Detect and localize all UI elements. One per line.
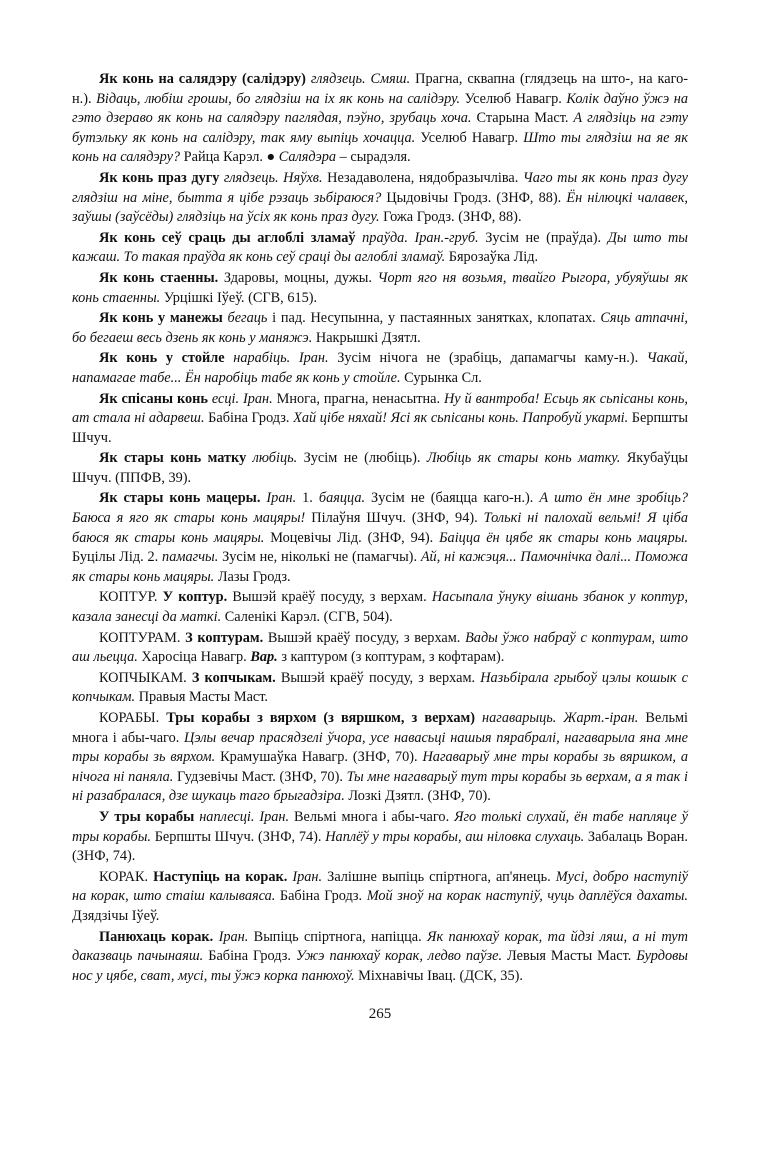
italic-text: Хай цібе няхай! Ясі як сьпісаны конь. Папробуй укармі. xyxy=(293,410,629,427)
italic-text: любіць. xyxy=(246,450,298,467)
entry-text: Левыя Масты Маст. xyxy=(502,948,637,965)
entry-text: Зусім не (любіць). xyxy=(297,450,427,467)
dictionary-entry xyxy=(72,349,688,388)
italic-text: Бурдовы нос у цябе, сват, мусі, ты ўжэ корка панюхоў. xyxy=(72,948,688,984)
italic-text: Іран. xyxy=(260,490,297,507)
italic-text: Цэлы вечар прасядзелі ўчора, усе навасьці нашыя пярабралі, нагаварыла яна мне тры корабы зь вярхом. xyxy=(72,729,688,766)
italic-text: Ён нілюцкі чалавек, заўшы (заўсёды) глядзіць на ўсіх як конь праз дугу. xyxy=(72,189,688,226)
headword: Як конь у стойле xyxy=(99,350,225,367)
italic-text: глядзець. Смяш. xyxy=(305,71,411,87)
italic-text: Ужэ панюхаў корак, ледво паўзе. xyxy=(295,948,503,965)
italic-text: Чаго ты як конь праз дугу глядзіш на міне, бытта я цібе рэзаць зьбіраюся? xyxy=(72,169,688,206)
headword: Як стары конь мацеры. xyxy=(99,490,261,507)
headword: Як стары конь матку xyxy=(99,450,247,467)
dictionary-entry xyxy=(72,629,688,668)
entry-text: Пілаўня Шчуч. (ЗНФ, 94). xyxy=(305,510,484,527)
entry-text: Берпшты Шчуч. xyxy=(72,410,688,446)
entry-text: Зусім не (баяцца каго-н.). xyxy=(365,490,540,507)
entry-text: КОРАБЫ. xyxy=(99,710,167,726)
italic-text: Яго толькі слухай, ён табе напляце ў тры корабы. xyxy=(72,808,688,845)
dictionary-entry xyxy=(72,449,688,488)
italic-text: Іран. xyxy=(287,868,323,885)
entry-text: Бярозаўка Лід. xyxy=(445,249,539,266)
italic-text: Колік даўно ўжэ на гэто дзераво як конь на салядэру паглядая, пэўно, зрубаць хоча. xyxy=(72,90,688,127)
entry-text: Уселюб Навагр. xyxy=(415,129,524,146)
entry-text: КОРАК. xyxy=(99,868,154,885)
italic-text: Насыпала ўнуку вішань збанок у коптур, казала занесці да маткі. xyxy=(72,589,688,626)
italic-text: Чакай, напамагае табе... Ён наробіць табе як конь у стойле. xyxy=(72,350,688,386)
dictionary-entry xyxy=(72,669,688,708)
italic-text: Мусі, добро наступіў на корак, што стаіш калываяса. xyxy=(72,868,689,905)
entry-text: Лозкі Дзятл. (ЗНФ, 70). xyxy=(344,788,491,805)
dictionary-entry xyxy=(72,309,688,348)
entry-text: Зусім не (праўда). xyxy=(478,229,608,246)
entry-text: Міхнавічы Івац. (ДСК, 35). xyxy=(354,967,523,984)
entry-text: Буцілы Лід. 2. xyxy=(72,549,163,566)
entry-text: КОПТУР. xyxy=(99,589,163,606)
entry-text: Цыдовічы Гродз. (ЗНФ, 88). xyxy=(381,189,567,206)
italic-text: наплесці. Іран. xyxy=(194,808,290,825)
entry-text: Берпшты Шчуч. (ЗНФ, 74). xyxy=(150,828,326,845)
entries-column xyxy=(72,70,688,986)
italic-text: есці. Іран. xyxy=(207,390,273,407)
entry-text: Вышэй краёў посуду, з верхам. xyxy=(227,589,432,606)
italic-text: Іран. xyxy=(213,928,249,945)
italic-text: Толькі ні палохай вельмі! Я ціба баюся як стары конь мацяры. xyxy=(72,510,688,546)
headword: З копчыкам. xyxy=(191,669,276,686)
entry-text: Зусім не, ніколькі не (памагчы). xyxy=(218,549,421,566)
italic-text: нарабіць. Іран. xyxy=(224,350,329,367)
headword: Як конь праз дугу xyxy=(99,169,220,186)
dictionary-entry xyxy=(72,709,688,807)
italic-text: Вады ўжо набраў с коптурам, што аш льецца. xyxy=(72,629,688,666)
italic-text: глядзець. Няўхв. xyxy=(219,169,323,186)
italic-text: Што ты глядзіш на яе як конь на салядэру? xyxy=(72,129,688,166)
entry-text: Урцішкі Іўеў. (СГВ, 615). xyxy=(160,289,318,306)
italic-text: Ты мне нагаварыў тут тры корабы зь верхам, а я так і ні разабралася, дзе шукаць таго брыгадзіра. xyxy=(72,768,689,805)
entry-text: Бабіна Гродз. xyxy=(204,410,294,427)
entry-text: Дзядзічы Іўеў. xyxy=(72,907,160,924)
page-number: 265 xyxy=(368,1006,392,1022)
entry-text: Правыя Масты Маст. xyxy=(135,689,269,706)
italic-text: Ды што ты кажаш. То такая праўда як конь сеў сраці ды аглоблі зламаў. xyxy=(72,229,688,266)
italic-text: Мой зноў на корак наступіў, чуць даплёўся дахаты. xyxy=(366,888,688,905)
italic-text: Відаць, любіш грошы, бо глядзіш на іх як конь на салідэру. xyxy=(96,90,461,107)
entry-text: Бабіна Гродз. xyxy=(275,888,367,905)
headword: Як конь стаенны. xyxy=(99,269,219,286)
entry-text: Уселюб Навагр. xyxy=(460,90,567,107)
entry-text: 1. xyxy=(296,490,319,507)
entry-text: Сурынка Сл. xyxy=(400,369,482,386)
italic-text: Ай, ні кажэця... Памочнічка далі... Поможа як стары конь мацяры. xyxy=(72,549,688,585)
entry-text: Прагна, сквапна (глядзець на што-, на каго-н.). xyxy=(72,71,688,107)
entry-text: Здаровы, моцны, дужы. xyxy=(218,269,378,286)
entry-text: КОПТУРАМ. xyxy=(99,629,186,646)
italic-text: Чорт яго ня возьмя, твайго Рыгора, убуяўшы як конь стаенны. xyxy=(72,269,688,306)
italic-text: Назьбірала грыбоў цэлы кошык с копчыкам. xyxy=(72,669,689,706)
italic-text: бегаць xyxy=(222,310,268,327)
italic-text: Ну й вантроба! Есьць як сьпісаны конь, ат стала ні адарвеш. xyxy=(72,390,688,427)
headword: З коптурам. xyxy=(185,629,264,646)
entry-text: Бабіна Гродз. xyxy=(203,948,296,965)
entry-text: Гудзевічы Маст. (ЗНФ, 70). xyxy=(173,768,347,785)
headword: Як конь на салядэру (салідэру) xyxy=(99,71,306,87)
entry-text: Накрышкі Дзятл. xyxy=(312,329,421,346)
entry-text: Райца Карэл. ● xyxy=(180,149,279,166)
italic-text: А глядзіць на гэту бутэльку як конь на салідэру, так яму выпіць хочацца. xyxy=(72,110,688,146)
headword: Тры корабы з вярхом (з вяршком, з верхам) xyxy=(166,710,475,726)
entry-text: Якубаўцы Шчуч. (ППФВ, 39). xyxy=(72,450,688,486)
dictionary-entry xyxy=(72,928,688,987)
entry-text: Зусім нічога не (зрабіць, дапамагчы каму-н.). xyxy=(328,350,647,367)
italic-text: Баіцца ён цябе як стары конь мацяры. xyxy=(439,529,688,546)
variant-label: Вар. xyxy=(250,649,278,666)
italic-text: Наплёў у тры корабы, аш ніловка слухаць. xyxy=(325,828,585,845)
italic-text: Нагаварыў мне тры корабы зь вяршком, а нічога ні паняла. xyxy=(72,749,688,785)
entry-text: Саленікі Карэл. (СГВ, 504). xyxy=(221,609,393,626)
headword: Як конь у манежы xyxy=(99,310,223,327)
italic-text: баяцца. xyxy=(318,490,366,507)
entry-text: Вельмі многа і абы-чаго. xyxy=(289,808,455,825)
entry-text: Многа, прагна, ненасытна. xyxy=(272,390,444,407)
headword: Як конь сеў сраць ды аглоблі зламаў xyxy=(99,229,356,246)
italic-text: Як панюхаў корак, та йдзі ляш, а ні тут даказваць пачынаяш. xyxy=(72,928,688,965)
italic-text: Любіць як стары конь матку. xyxy=(426,450,621,467)
entry-text: Забалаць Воран. (ЗНФ, 74). xyxy=(72,828,688,865)
dictionary-entry xyxy=(72,169,688,228)
entry-text: Вельмі многа і абы-чаго. xyxy=(72,710,688,746)
entry-text: – сырадэля. xyxy=(336,149,411,166)
entry-text: Вышэй краёў посуду, з верхам. xyxy=(263,629,466,646)
entry-text: Харосіца Навагр. xyxy=(137,649,251,666)
entry-text: Лазы Гродз. xyxy=(214,568,291,585)
entry-text: Крамушаўка Навагр. (ЗНФ, 70). xyxy=(215,749,423,766)
entry-text: Незадаволена, нядобразычліва. xyxy=(322,169,523,186)
dictionary-entry xyxy=(72,229,688,268)
dictionary-entry xyxy=(72,269,688,308)
entry-text: КОПЧЫКАМ. xyxy=(99,669,192,686)
entry-text: Моцевічы Лід. (ЗНФ, 94). xyxy=(264,529,440,546)
entry-text: Старына Маст. xyxy=(471,110,574,127)
headword: Як спісаны конь xyxy=(99,390,208,407)
italic-text: памагчы. xyxy=(162,549,219,566)
dictionary-entry xyxy=(72,489,688,587)
headword: У коптур. xyxy=(162,589,228,606)
dictionary-entry xyxy=(72,868,688,927)
italic-text: Сяць атпачні, бо бегаеш весь дзень як конь у маняжэ. xyxy=(72,310,688,346)
dictionary-entry xyxy=(72,390,688,449)
italic-text: нагаварыць. Жарт.-іран. xyxy=(474,710,639,726)
entry-text: і пад. Несупынна, у пастаянных занятках, клопатах. xyxy=(267,310,601,327)
dictionary-entry xyxy=(72,808,688,867)
headword: Панюхаць корак. xyxy=(99,928,214,945)
entry-text: з каптуром (з коптурам, з кофтарам). xyxy=(277,649,505,666)
italic-text: праўда. Іран.-груб. xyxy=(355,229,479,246)
entry-text: Выпіць спіртнога, напіцца. xyxy=(248,928,428,945)
dictionary-entry xyxy=(72,588,688,627)
entry-text: Вышэй краёў посуду, з верхам. xyxy=(275,669,481,686)
headword: У тры корабы xyxy=(99,808,195,825)
italic-text: А што ён мне зробіць? Баюса я яго як стары конь мацяры! xyxy=(72,490,689,527)
italic-text: Салядэра xyxy=(278,149,337,166)
headword: Наступіць на корак. xyxy=(153,868,288,885)
entry-text: Залішне выпіць спіртнога, ап'янець. xyxy=(322,868,556,885)
entry-text: Гожа Гродз. (ЗНФ, 88). xyxy=(379,209,522,226)
dictionary-entry xyxy=(72,70,688,168)
